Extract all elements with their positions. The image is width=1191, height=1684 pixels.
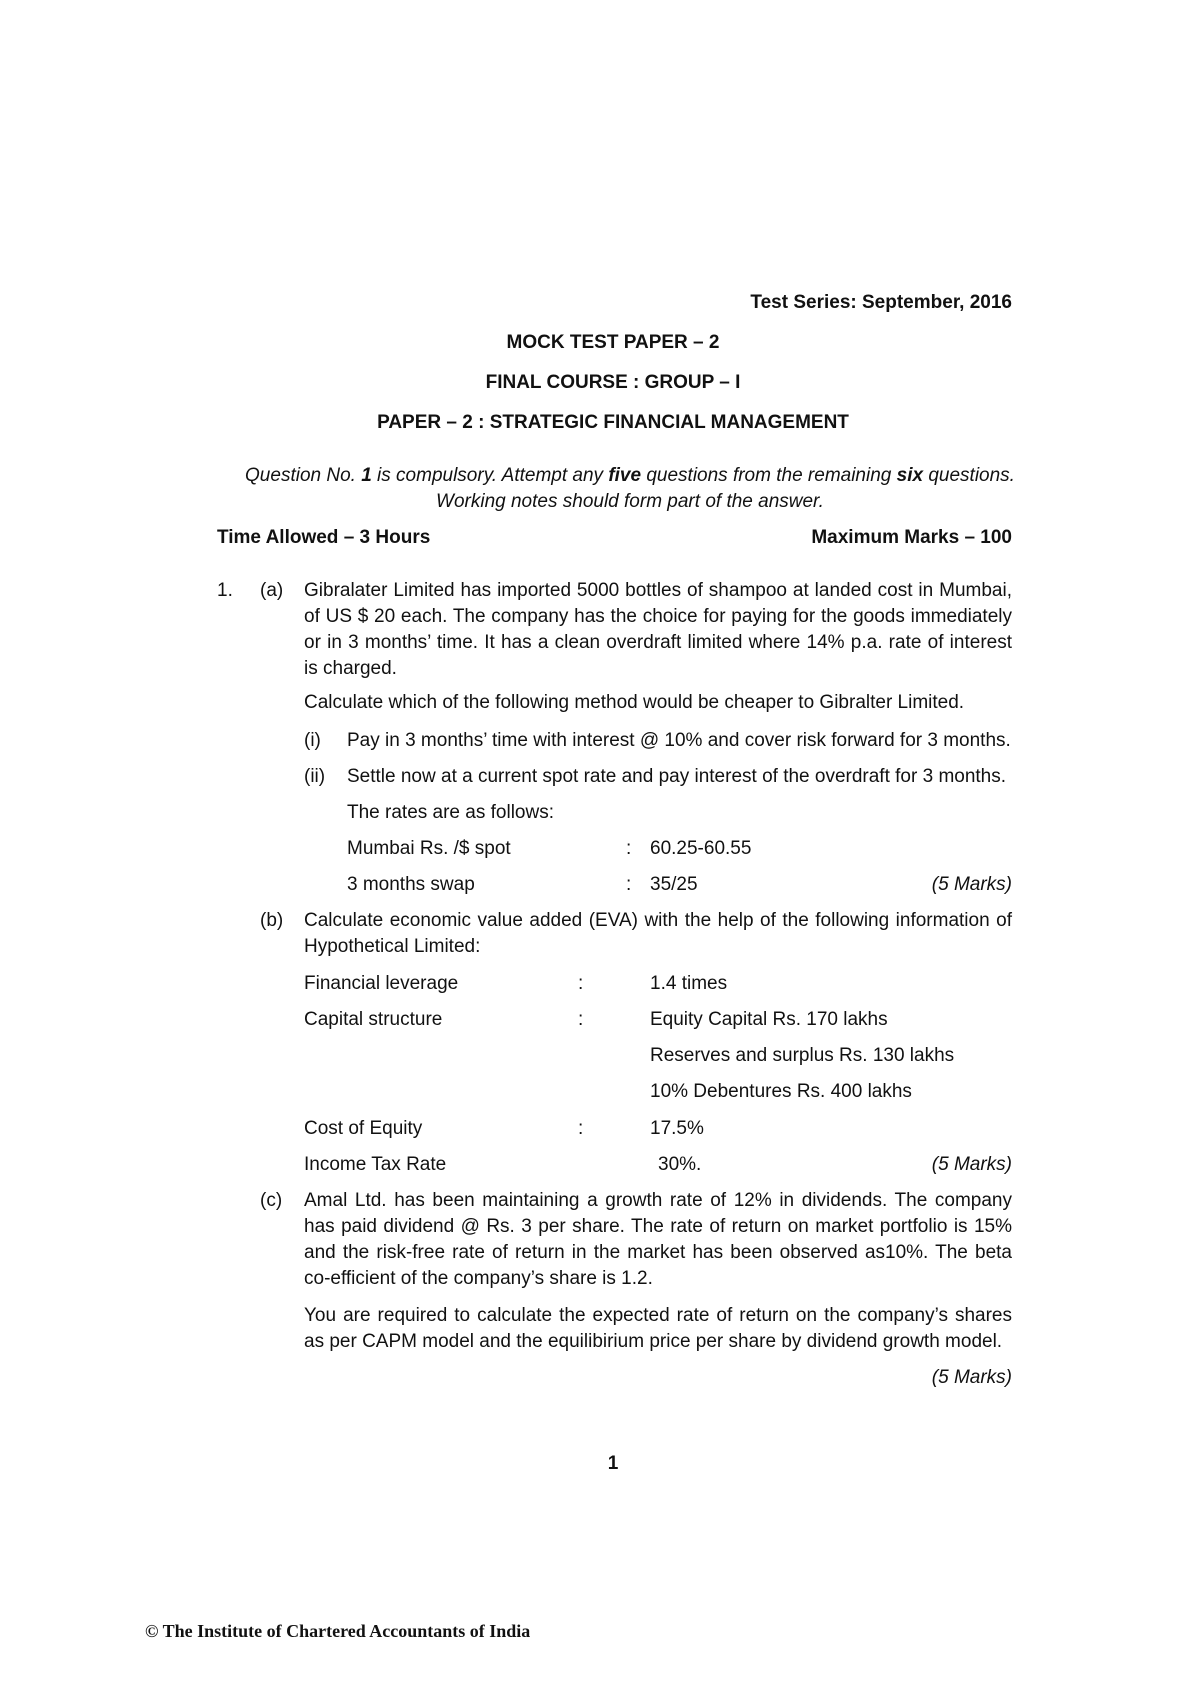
eva-row-separator: : (578, 1009, 584, 1030)
instr-text: questions from the remaining (641, 465, 897, 486)
copyright-footer: © The Institute of Chartered Accountants of India (145, 1621, 531, 1641)
instr-text: is compulsory. Attempt any (371, 465, 609, 486)
eva-row-label: Capital structure (304, 1009, 443, 1030)
instr-text: Question No. (245, 465, 362, 486)
eva-row-separator: : (578, 973, 584, 994)
instructions-line-2: Working notes should form part of the answer. (436, 491, 824, 512)
part-b-para-1: Calculate economic value added (EVA) with the help of the following information of Hypothetical Limited: (304, 910, 1012, 957)
instr-emph: 1 (361, 465, 372, 486)
part-c-marks: (5 Marks) (931, 1367, 1012, 1388)
part-c-para-2: You are required to calculate the expected rate of return on the company’s shares as per CAPM model and the equilibirium price per share by dividend growth model. (304, 1305, 1012, 1352)
part-b-label: (b) (260, 910, 284, 931)
rate-value: 60.25-60.55 (650, 838, 752, 859)
rate-separator: : (626, 838, 632, 859)
rate-label: 3 months swap (347, 874, 475, 895)
paper-title: MOCK TEST PAPER – 2 (506, 332, 720, 353)
instr-emph: six (896, 465, 924, 486)
part-a-para-1: Gibralater Limited has imported 5000 bottles of shampoo at landed cost in Mumbai, of US $ 20 each. The company has the choice for paying for the goods immediately or in 3 months’ time. It has a clean overdraft limited where 14% p.a. rate of interest is charged. (304, 580, 1012, 679)
eva-row-value: Reserves and surplus Rs. 130 lakhs (650, 1045, 955, 1066)
eva-row-label: Financial leverage (304, 973, 459, 994)
instructions-line-1 (200, 463, 1060, 489)
course-title: FINAL COURSE : GROUP – I (485, 372, 741, 393)
page-number: 1 (607, 1453, 619, 1474)
eva-row-value: 1.4 times (650, 973, 728, 994)
option-ii-text: Settle now at a current spot rate and pay interest of the overdraft for 3 months. (347, 766, 1007, 787)
instr-emph: five (608, 465, 642, 486)
time-allowed: Time Allowed – 3 Hours (217, 527, 431, 548)
eva-row-label: Income Tax Rate (304, 1154, 447, 1175)
instr-text: questions. (923, 465, 1015, 486)
option-i-text: Pay in 3 months’ time with interest @ 10% and cover risk forward for 3 months. (347, 730, 1011, 751)
option-ii-label: (ii) (304, 766, 326, 787)
part-a-marks: (5 Marks) (931, 874, 1012, 895)
eva-row-label: Cost of Equity (304, 1118, 423, 1139)
eva-row-value: 30%. (658, 1154, 702, 1175)
subject-title: PAPER – 2 : STRATEGIC FINANCIAL MANAGEMENT (377, 412, 849, 433)
part-b-marks: (5 Marks) (931, 1154, 1012, 1175)
question-number: 1. (217, 580, 233, 601)
rate-separator: : (626, 874, 632, 895)
rate-label: Mumbai Rs. /$ spot (347, 838, 511, 859)
eva-row-value: 17.5% (650, 1118, 704, 1139)
maximum-marks: Maximum Marks – 100 (811, 527, 1012, 548)
part-a-label: (a) (260, 580, 284, 601)
eva-row-value: Equity Capital Rs. 170 lakhs (650, 1009, 888, 1030)
eva-row-value: 10% Debentures Rs. 400 lakhs (650, 1081, 912, 1102)
part-c-label: (c) (260, 1190, 283, 1211)
rate-value: 35/25 (650, 874, 698, 895)
part-c-para-1: Amal Ltd. has been maintaining a growth rate of 12% in dividends. The company has paid dividend @ Rs. 3 per share. The rate of return on market portfolio is 15% and the risk-free rate of return in the market has been observed as10%. The beta co-efficient of the company’s share is 1.2. (304, 1190, 1012, 1289)
option-i-label: (i) (304, 730, 321, 751)
rates-intro: The rates are as follows: (347, 802, 554, 823)
eva-row-separator: : (578, 1118, 584, 1139)
test-series-label: Test Series: September, 2016 (750, 292, 1012, 313)
part-a-para-2: Calculate which of the following method would be cheaper to Gibralter Limited. (304, 692, 965, 713)
